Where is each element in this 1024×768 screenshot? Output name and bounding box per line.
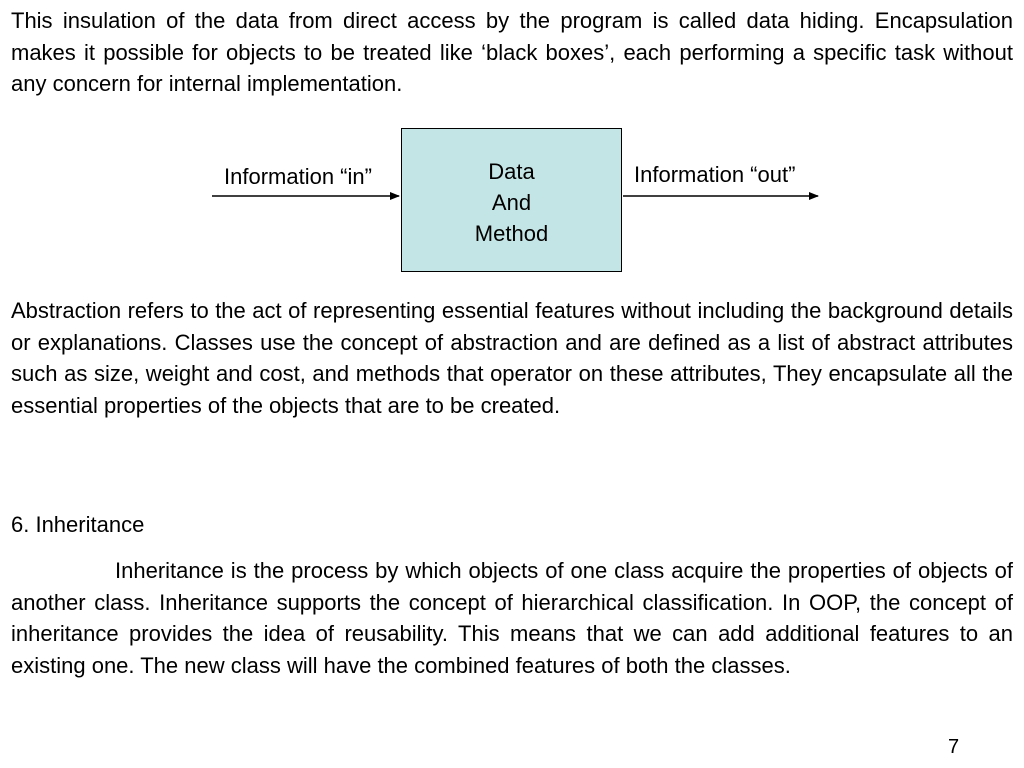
page-number: 7 (948, 736, 960, 758)
box-line-and: And (491, 190, 532, 215)
data-method-box (401, 128, 622, 272)
information-in-label: Information “in” (224, 164, 372, 189)
paragraph-inheritance: Inheritance is the process by which objects of one class acquire the properties of objects of another class. Inheritance supports the concept of hierarchical classification. In OOP, the concept of inheritance provides the idea of reusability. This means that we can add additional features to an existing one. The new class will have the combined features of both the classes. (11, 558, 1013, 678)
box-line-data: Data (488, 159, 535, 184)
paragraph-data-hiding: This insulation of the data from direct access by the program is called data hiding. Encapsulation makes it possible for objects to be treated like ‘black boxes’, each performing a specific task without any concern for internal implementation. (11, 8, 1013, 96)
information-out-label: Information “out” (634, 162, 796, 187)
section-heading-inheritance: 6. Inheritance (11, 512, 145, 537)
box-line-method: Method (474, 221, 549, 246)
paragraph-abstraction: Abstraction refers to the act of representing essential features without including the background details or explanations. Classes use the concept of abstraction and are defined as a list of abstract attributes such as size, weight and cost, and methods that operator on these attributes, They encapsulate all the essential properties of the objects that are to be created. (11, 298, 1013, 418)
